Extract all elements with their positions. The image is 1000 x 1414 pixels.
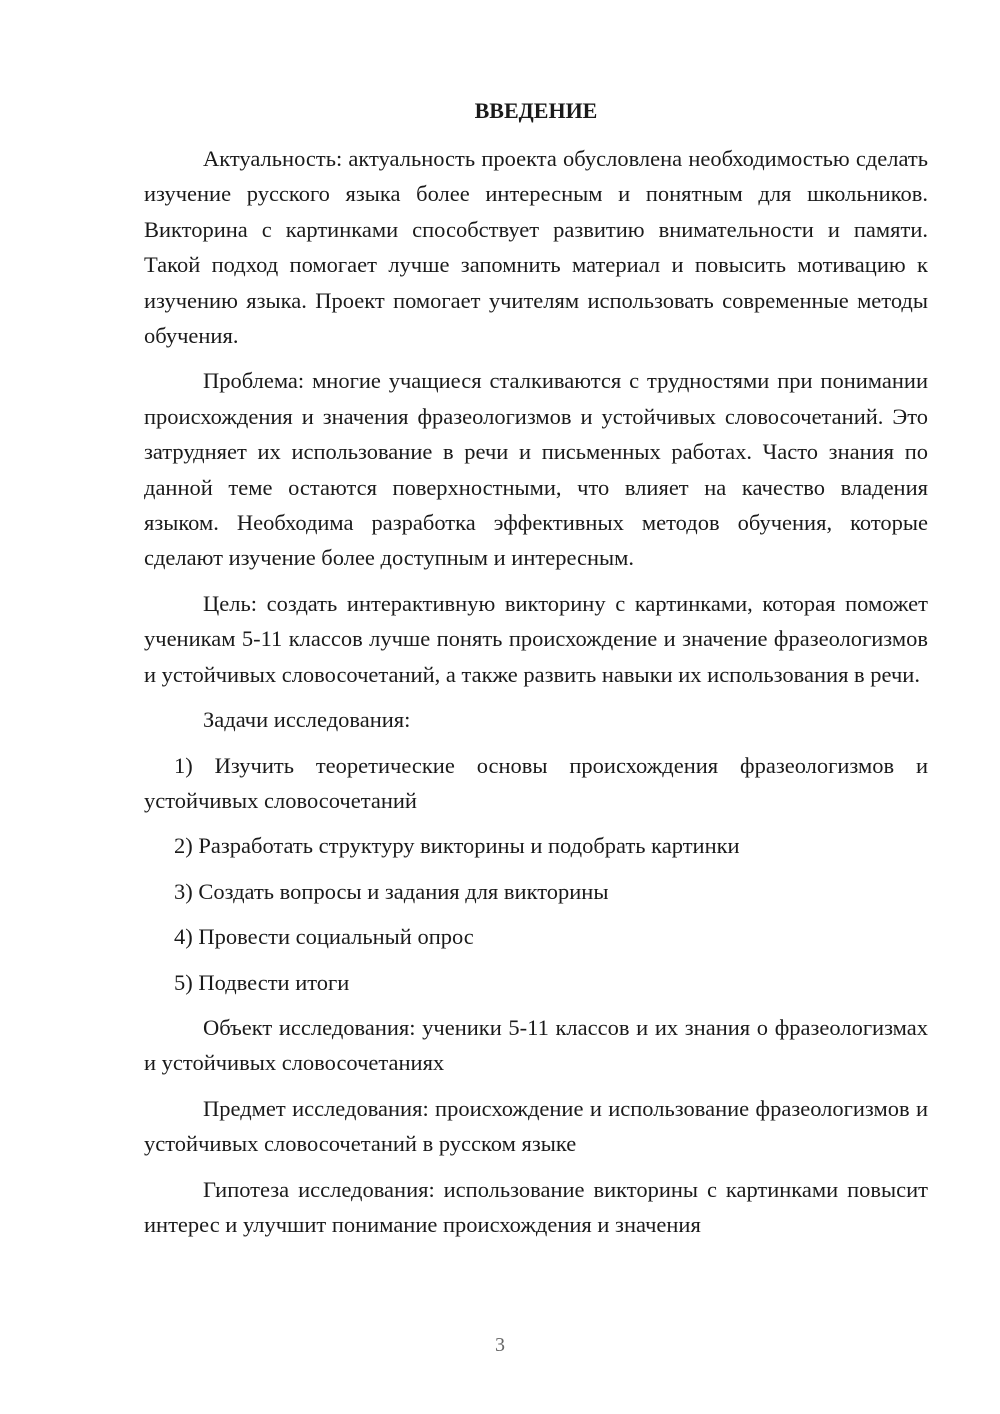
paragraph-hypothesis: Гипотеза исследования: использование викторины с картинками повысит интерес и улучшит понимание происхождения и значения [144,1176,928,1237]
paragraph-relevance: Актуальность: актуальность проекта обусловлена необходимостью сделать изучение русского языка более интересным и понятным для школьников. Викторина с картинками способствует развитию внимательности и памяти. Такой подход помогает лучше запомнить материал и повысить мотивацию к изучению языка. Проект помогает учителям использовать современные методы обучения. [144,146,928,349]
tasks-heading: Задачи исследования: [203,707,411,733]
page-title: ВВЕДЕНИЕ [474,98,598,123]
task-item-5: 5) Подвести итоги [174,969,350,995]
paragraph-subject: Предмет исследования: происхождение и использование фразеологизмов и устойчивых словосочетаний в русском языке [144,1095,928,1157]
paragraph-goal: Цель: создать интерактивную викторину с картинками, которая поможет ученикам 5-11 классов лучше понять происхождение и значение фразеологизмов и устойчивых словосочетаний, а также развить навыки их использования в речи. [144,590,928,687]
task-item-2: 2) Разработать структуру викторины и подобрать картинки [174,833,740,859]
paragraph-object: Объект исследования: ученики 5-11 классов и их знания о фразеологизмах и устойчивых словосочетаниях [144,1014,928,1076]
document-body [144,141,928,1242]
paragraph-problem: Проблема: многие учащиеся сталкиваются с трудностями при понимании происхождения и значения фразеологизмов и устойчивых словосочетаний. Это затрудняет их использование в речи и письменных работах. Часто знания по данной теме остаются поверхностными, что влияет на качество владения языком. Необходима разработка эффективных методов обучения, которые сделают изучение более доступным и интересным. [144,368,928,571]
task-item-3: 3) Создать вопросы и задания для викторины [174,878,609,904]
page-number: 3 [495,1334,505,1356]
task-item-1: 1) Изучить теоретические основы происхождения фразеологизмов и устойчивых словосочетаний [144,752,928,813]
task-item-4: 4) Провести социальный опрос [174,924,474,950]
